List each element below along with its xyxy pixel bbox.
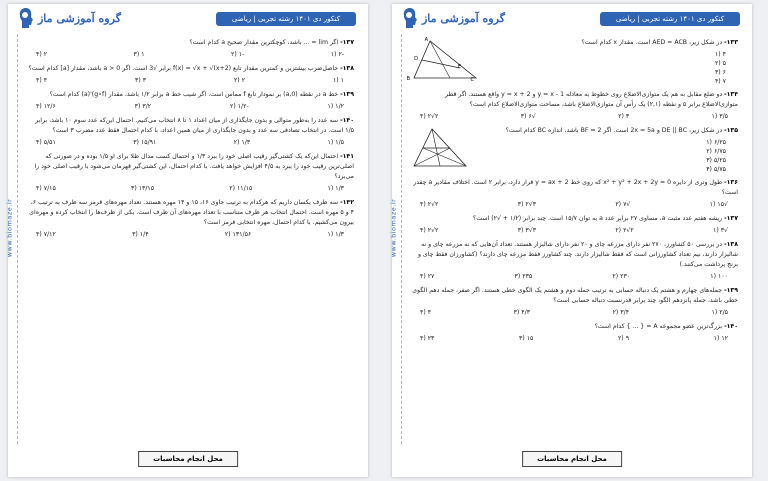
question-number: ۱۳۸- (724, 241, 738, 248)
head-icon (402, 7, 418, 29)
answer-option: ۳/۲ (۳ (134, 103, 152, 110)
answer-option: ۲√۲ (۲ (615, 227, 634, 234)
answer-option: ۱ (۱ (332, 77, 344, 84)
question-body: سه عدد را به‌طور متوالی و بدون جایگذاری از میان اعداد ۱ تا ۸ انتخاب می‌کنیم. احتمال این‌که عدد سوم ۱۰ باشد، برابر ۱/۵ است. در انتخاب تصادفی سه عدد و بدون جایگذاری از میان همین اعداد، با کدام احتمال فقط عدد مضرب ۳ است؟ (35, 117, 354, 134)
question-item (26, 116, 354, 148)
question-text (26, 38, 354, 48)
svg-text:C: C (470, 77, 474, 83)
answer-option: ۶/۲۵ (۱ (706, 139, 726, 146)
margin-line (17, 34, 18, 444)
scratch-area-label: محل انجام محاسبات (138, 451, 238, 467)
answer-option: √۶ (۳ (520, 113, 536, 120)
scratch-area-label: محل انجام محاسبات (522, 451, 622, 467)
question-item (26, 152, 354, 194)
answer-option: ۵ (۲ (714, 60, 726, 67)
question-body: طول وتری از دایره x² + y² + 2x + 2y = 0 که روی خط y = ax + 2 قرار دارد، برابر ۲ است. اختلاف مقادیر a چقدر است؟ (413, 179, 738, 196)
question-body: اگر lim = ... باشد، کوچکترین مقدار صحیح a کدام است؟ (189, 39, 339, 46)
answer-options (26, 184, 354, 194)
question-text (26, 116, 354, 136)
answer-option: ۹ (۲ (617, 335, 630, 342)
answer-options (26, 138, 354, 148)
answer-option: ۲۳۰ (۲ (612, 273, 631, 280)
answer-option: ۲۷ (۴ (420, 273, 435, 280)
question-item (410, 90, 738, 122)
answer-option: ۱/۵ (۱ (327, 139, 344, 146)
question-text (26, 64, 354, 74)
answer-options (410, 226, 738, 236)
brand-name: گروه آموزشی ماز (422, 11, 505, 25)
answer-option: ۲۳۵ (۳ (514, 273, 533, 280)
answer-option: ۱۰۰ (۱ (710, 273, 728, 280)
question-list (406, 37, 738, 437)
answer-option: ۷ (۴ (714, 78, 726, 85)
exam-page-right (389, 4, 752, 477)
answer-option: ۱۳۱/۵۶ (۲ (224, 231, 252, 238)
question-number: ۱۴۰- (340, 117, 354, 124)
answer-options (26, 76, 354, 86)
question-item (410, 286, 738, 318)
answer-option: -۱/۲ (۲ (229, 103, 249, 110)
answer-option: ۴ (۱ (714, 51, 726, 58)
question-body: سه ظرف یکسان داریم که هرکدام به ترتیب حاوی ۱۶، ۱۵ و ۱۴ مهره هستند. تعداد مهره‌های قرمز سه ظرف به ترتیب ۶، ۴ و ۵ مهره است. احتمال انتخاب هر ظرف متناسب با تعداد مهره‌های آن ظرف است. یکی از ظرف‌ها را انتخاب کرده و مهره‌ای بیرون می‌کشیم. با کدام احتمال، مهره انتخابی قرمز است؟ (29, 199, 354, 226)
answer-option: ۲√۲ (۴ (420, 201, 439, 208)
question-number: ۱۴۰- (724, 323, 738, 330)
answer-option: ۲ (۴ (36, 51, 48, 58)
question-text (410, 214, 738, 224)
triangle-parallel-figure (410, 126, 470, 170)
answer-option: ۳/۴ (۲ (612, 309, 630, 316)
answer-option: ۱۵/۹۱ (۳ (133, 139, 157, 146)
question-item (26, 38, 354, 60)
answer-options (26, 102, 354, 112)
question-number: ۱۴۱- (340, 153, 354, 160)
question-item (410, 214, 738, 236)
answer-option: ۱۳/۱۵ (۳ (130, 185, 155, 192)
answer-options (410, 308, 738, 318)
answer-option: ۱۲/۶ (۴ (36, 103, 56, 110)
answer-option: ۱۵ (۳ (518, 335, 534, 342)
answer-option: ۳/۵ (۱ (711, 113, 728, 120)
question-item (410, 126, 738, 174)
question-text (410, 286, 738, 306)
answer-option: ۱/۴ (۳ (132, 231, 149, 238)
answer-option: ۱/۲ (۱ (327, 103, 344, 110)
answer-option: √۳ (۱ (713, 227, 728, 234)
svg-text:D: D (414, 56, 418, 62)
answer-option: ۳ (۳ (134, 77, 147, 84)
brand-name: گروه آموزشی ماز (38, 11, 121, 25)
answer-option: ۳√۳ (۳ (517, 227, 537, 234)
answer-option: ۲√۲ (۴ (420, 227, 439, 234)
question-number: ۱۳۵- (724, 127, 738, 134)
question-number: ۱۳۹- (340, 91, 354, 98)
answer-options (26, 50, 354, 60)
answer-option: √۱۵ (۱ (709, 201, 728, 208)
answer-option: ۲ (۲ (233, 77, 246, 84)
answer-option: ۱۱/۱۵ (۲ (229, 185, 253, 192)
question-body: در شکل زیر، AED = ACB است. مقدار x کدام است؟ (581, 39, 723, 46)
question-number: ۱۴۲- (340, 199, 354, 206)
question-number: ۱۳۷- (340, 39, 354, 46)
answer-options (26, 230, 354, 240)
question-body: در شکل زیر، DE || BC و 2x = 5a است. اگر BF = 2 باشد، اندازه BC کدام است؟ (505, 127, 723, 134)
answer-option: ۱ (۳ (133, 51, 145, 58)
question-text (410, 240, 738, 270)
answer-option: ۲/۵ (۱ (711, 309, 728, 316)
answer-option: ۴ (۴ (36, 77, 48, 84)
question-number: ۱۳۳- (724, 39, 738, 46)
question-text (26, 198, 354, 228)
question-number: ۱۳۸- (340, 65, 354, 72)
answer-options (410, 112, 738, 122)
question-list (26, 38, 354, 437)
website-url: www.biomaze.ir (389, 198, 398, 258)
question-body: جمله‌های چهارم و هشتم یک دنباله حسابی به ترتیب جمله دوم و هشتم یک الگوی خطی هستند. اگر صفر، جمله دهم الگوی خطی باشد، جمله پانزدهم الگو، چند برابر قدرنسبت دنباله حسابی است؟ (412, 287, 738, 304)
question-number: ۱۳۴- (724, 91, 738, 98)
question-item (26, 90, 354, 112)
question-text (26, 152, 354, 182)
subject-banner: کنکور دی ۱۴۰۱ رشته تجربی | ریاضی (600, 12, 740, 26)
exam-page-left (5, 4, 368, 477)
answer-option: ۱/۳ (۱ (327, 231, 344, 238)
subject-banner: کنکور دی ۱۴۰۱ رشته تجربی | ریاضی (216, 12, 356, 26)
answer-option: ۶ (۳ (714, 69, 726, 76)
answer-options (410, 334, 738, 344)
question-number: ۱۳۷- (724, 215, 738, 222)
question-item (26, 64, 354, 86)
question-text (410, 90, 738, 110)
question-body: خط a در نقطه (a,0) بر نمودار تابع f مماس است. اگر شیب خط a برابر ۱/۲ باشد، مقدار (g∘f)'(a) کدام است؟ (49, 91, 339, 98)
answer-option: ۲۳ (۴ (420, 335, 435, 342)
question-number: ۱۳۹- (724, 287, 738, 294)
question-body: احتمال این‌که یک کشتی‌گیر رقیب اصلی خود را ببرد ۱/۳ و احتمال کسب مدال طلا برای او ۱/۵ بوده و در صورتی که اصلی‌ترین رقیب خود را ببرد به ۴/۵ افزایش خواهد یافت. با کدام احتمال، این کشتی‌گیر قهرمان می‌شود با رقیب اصلی خود را می‌برد؟ (34, 153, 354, 180)
answer-option: -۱ (۲ (231, 51, 245, 58)
answer-option: ۵/۵۱ (۴ (36, 139, 56, 146)
question-body: حاصل‌ضرب بیشترین و کمترین مقدار تابع f(x) = √x + √(x+2) برابر √3 است. اگر a > 0 باشد، مقدار [a] کدام است؟ (28, 65, 339, 72)
answer-option: ۱/۳ (۱ (327, 185, 344, 192)
head-icon (18, 7, 34, 29)
website-url: www.biomaze.ir (5, 198, 14, 258)
answer-option: ۷/۱۲ (۴ (36, 231, 56, 238)
answer-options (410, 200, 738, 210)
question-text (26, 90, 354, 100)
answer-option: ۲√۲ (۴ (420, 113, 439, 120)
question-body: بزرگ‌ترین عضو مجموعه A = { ... } کدام است؟ (594, 323, 723, 330)
question-item (406, 37, 738, 86)
answer-option: ۶/۷۵ (۲ (706, 148, 726, 155)
margin-line (401, 34, 402, 444)
answer-option: ۱/۳ (۲ (233, 139, 251, 146)
svg-text:E: E (457, 64, 461, 70)
brand-logo (18, 7, 121, 29)
question-number: ۱۳۶- (724, 179, 738, 186)
answer-options (410, 272, 738, 282)
answer-option: ۷/۱۵ (۴ (36, 185, 56, 192)
question-item (410, 240, 738, 282)
answer-option: √۷ (۲ (615, 201, 631, 208)
answer-option: ۳ (۲ (618, 113, 630, 120)
svg-text:A: A (424, 37, 428, 43)
question-item (410, 178, 738, 210)
question-text (410, 178, 738, 198)
answer-option: ۵/۷۵ (۴ (706, 166, 726, 173)
answer-option: -۲ (۱ (330, 51, 344, 58)
svg-text:B: B (406, 76, 410, 82)
question-body: ریشه هفتم عدد مثبت a، مساوی ۲۷ برابر عدد a به توان ۱۵/۷ است. چند برابر (۱/۲ + √۲) است؟ (472, 215, 723, 222)
question-item (26, 198, 354, 240)
brand-logo (402, 7, 505, 29)
answer-option: ۴/۳ (۳ (513, 309, 531, 316)
answer-option: ۳√۲ (۳ (517, 201, 537, 208)
question-body: در بررسی ۵۰ کشاورز، ۲۷۰ نفر دارای مزرعه چای و ۲۰ نفر دارای شالیزار هستند. تعداد آن‌هایی که نه مزرعه چای و نه شالیزار دارند، نیم تعداد کشاورزانی است که فقط شالیزار دارند. چند کشاورز فقط مزرعه چای دارند؟ (کشاورزان فقط چای و برنج پرداشت می‌کنند.) (417, 241, 738, 268)
answer-option: ۴ (۴ (420, 309, 432, 316)
question-body: دو ضلع مقابل به هم یک متوازی‌الاضلاع روی خطوط به معادله y = x - 1 و y = x + 2 واقع هستند. اگر قطر متوازی‌الاضلاع برابر ۵ و نقطه (۲,۱) یک رأس آن متوازی‌الاضلاع باشد، مساحت متوازی‌الاضلاع کدام است؟ (444, 91, 738, 108)
answer-option: ۵/۲۵ (۳ (706, 157, 726, 164)
answer-option: ۱۲ (۱ (713, 335, 728, 342)
triangle-figure (406, 37, 480, 83)
question-text (410, 322, 738, 332)
question-item (410, 322, 738, 344)
